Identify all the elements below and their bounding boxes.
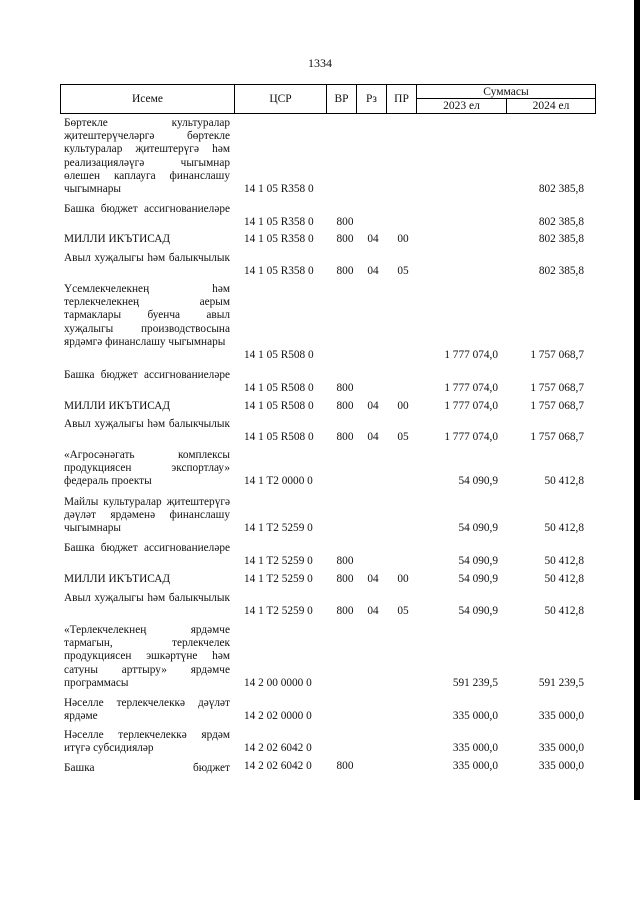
row-name: Бөртекле культуралар җитештерүчеләргә бөртекле культуралар җитештерүгә һәм реализацияләүгә чыгымнар өлешен каплауга финанслашу чыгымнары	[64, 117, 230, 196]
row-vr: 800	[336, 572, 354, 585]
row-pr: 00	[397, 572, 409, 585]
row-sum-2024: 335 000,0	[538, 709, 584, 722]
table-row	[0, 117, 640, 196]
header-vr: ВР	[326, 84, 356, 114]
row-sum-2023: 1 777 074,0	[444, 348, 498, 361]
row-name: Башка бюджет ассигнованиеләре	[64, 203, 230, 215]
row-sum-2024: 50 412,8	[544, 474, 584, 487]
row-rz: 04	[367, 264, 379, 277]
table-row	[0, 762, 640, 775]
row-name: Майлы культуралар җитештерүгә дәүләт ярдәменә финанслашу чыгымнары	[64, 496, 230, 535]
row-code: 14 1 T2 5259 0	[244, 604, 313, 617]
row-code: 14 1 T2 5259 0	[244, 572, 313, 585]
row-sum-2024: 335 000,0	[538, 741, 584, 754]
row-code: 14 2 02 6042 0	[244, 741, 312, 754]
table-row	[0, 252, 640, 278]
row-code: 14 2 02 6042 0	[244, 760, 312, 772]
row-code: 14 1 05 R358 0	[244, 264, 314, 277]
row-sum-2023: 54 090,9	[458, 554, 498, 567]
row-code: 14 1 05 R508 0	[244, 381, 314, 394]
row-name: Нәселле терлекчелеккә дәүләт ярдәме	[64, 697, 230, 723]
table-row	[0, 592, 640, 618]
row-name: «Терлекчелекнең ярдәмче тармагын, терлекчелек продукциясен эшкәртүне һәм сатуны арттыру» ярдәмче программасы	[64, 624, 230, 689]
header-pr: ПР	[386, 84, 416, 114]
table-row	[0, 283, 640, 362]
row-name: Авыл хуҗалыгы һәм балыкчылык	[64, 418, 230, 430]
row-sum-2024: 1 757 068,7	[530, 381, 584, 394]
row-sum-2023: 54 090,9	[458, 521, 498, 534]
header-sums: Суммасы	[416, 84, 596, 98]
row-pr: 05	[397, 430, 409, 443]
page-number: 1334	[308, 56, 332, 70]
row-rz: 04	[367, 399, 379, 412]
row-name: Авыл хуҗалыгы һәм балыкчылык	[64, 592, 230, 604]
table-row	[0, 496, 640, 535]
row-code: 14 2 02 0000 0	[244, 709, 312, 722]
row-name: Башка бюджет ассигнованиеләре	[64, 369, 230, 381]
table-row	[0, 542, 640, 568]
row-code: 14 1 T2 5259 0	[244, 554, 313, 567]
row-rz: 04	[367, 604, 379, 617]
table-row	[0, 418, 640, 444]
table-row	[0, 624, 640, 690]
row-vr: 800	[336, 760, 354, 772]
row-sum-2024: 50 412,8	[544, 554, 584, 567]
row-sum-2024: 802 385,8	[538, 182, 584, 195]
table-row	[0, 400, 640, 413]
row-sum-2024: 1 757 068,7	[530, 399, 584, 412]
row-code: 14 1 05 R508 0	[244, 348, 314, 361]
table-header	[60, 84, 596, 114]
table-row	[0, 449, 640, 488]
row-name: Авыл хуҗалыгы һәм балыкчылык	[64, 252, 230, 264]
header-year-2023: 2023 ел	[416, 98, 506, 114]
row-vr: 800	[336, 381, 354, 394]
row-sum-2024: 50 412,8	[544, 572, 584, 585]
row-vr: 800	[336, 554, 354, 567]
row-vr: 800	[336, 399, 354, 412]
row-name: МИЛЛИ ИКЪТИСАД	[64, 233, 171, 245]
row-pr: 05	[397, 264, 409, 277]
row-vr: 800	[336, 604, 354, 617]
row-sum-2023: 54 090,9	[458, 474, 498, 487]
row-sum-2023: 1 777 074,0	[444, 399, 498, 412]
row-vr: 800	[336, 215, 354, 228]
row-vr: 800	[336, 264, 354, 277]
row-sum-2024: 335 000,0	[538, 760, 584, 772]
row-sum-2023: 1 777 074,0	[444, 381, 498, 394]
row-name: Башка бюджет ассигнованиеләре	[64, 542, 230, 554]
table-row	[0, 233, 640, 246]
row-rz: 04	[367, 430, 379, 443]
row-vr: 800	[336, 232, 354, 245]
row-sum-2024: 802 385,8	[538, 264, 584, 277]
table-row	[0, 369, 640, 395]
row-sum-2024: 802 385,8	[538, 232, 584, 245]
row-sum-2024: 591 239,5	[538, 676, 584, 689]
row-name: Үсемлекчелекнең һәм терлекчелекнең аерым тармаклары буенча авыл хуҗалыгы производствосына ярдәмгә финанслашу чыгымнары	[64, 283, 230, 348]
row-name: Нәселле терлекчелеккә ярдәм итүгә субсидияләр	[64, 729, 230, 755]
row-pr: 00	[397, 399, 409, 412]
row-code: 14 1 05 R358 0	[244, 232, 314, 245]
row-sum-2024: 1 757 068,7	[530, 348, 584, 361]
table-row	[0, 729, 640, 755]
row-sum-2024: 1 757 068,7	[530, 430, 584, 443]
row-vr: 800	[336, 430, 354, 443]
row-pr: 00	[397, 232, 409, 245]
row-code: 14 1 05 R358 0	[244, 182, 314, 195]
row-name: «Агросәнәгать комплексы продукциясен экспортлау» федераль проекты	[64, 449, 230, 488]
header-year-2024: 2024 ел	[506, 98, 596, 114]
row-sum-2023: 54 090,9	[458, 604, 498, 617]
row-code: 14 1 05 R358 0	[244, 215, 314, 228]
row-name: МИЛЛИ ИКЪТИСАД	[64, 400, 171, 412]
row-pr: 05	[397, 604, 409, 617]
row-code: 14 2 00 0000 0	[244, 676, 312, 689]
row-sum-2023: 335 000,0	[452, 760, 498, 772]
row-code: 14 1 T2 5259 0	[244, 521, 313, 534]
row-sum-2024: 50 412,8	[544, 604, 584, 617]
table-row	[0, 697, 640, 723]
row-sum-2024: 802 385,8	[538, 215, 584, 228]
row-sum-2023: 335 000,0	[452, 709, 498, 722]
header-name: Исеме	[60, 84, 234, 114]
row-sum-2023: 1 777 074,0	[444, 430, 498, 443]
row-code: 14 1 05 R508 0	[244, 430, 314, 443]
header-rz: Рз	[356, 84, 386, 114]
row-rz: 04	[367, 232, 379, 245]
row-sum-2023: 335 000,0	[452, 741, 498, 754]
row-rz: 04	[367, 572, 379, 585]
table-row	[0, 573, 640, 586]
header-csr: ЦСР	[234, 84, 326, 114]
row-sum-2024: 50 412,8	[544, 521, 584, 534]
row-name: Башка бюджет	[64, 762, 230, 774]
row-sum-2023: 591 239,5	[452, 676, 498, 689]
row-code: 14 1 05 R508 0	[244, 399, 314, 412]
table-row	[0, 203, 640, 229]
row-code: 14 1 T2 0000 0	[244, 474, 313, 487]
row-sum-2023: 54 090,9	[458, 572, 498, 585]
row-name: МИЛЛИ ИКЪТИСАД	[64, 573, 171, 585]
